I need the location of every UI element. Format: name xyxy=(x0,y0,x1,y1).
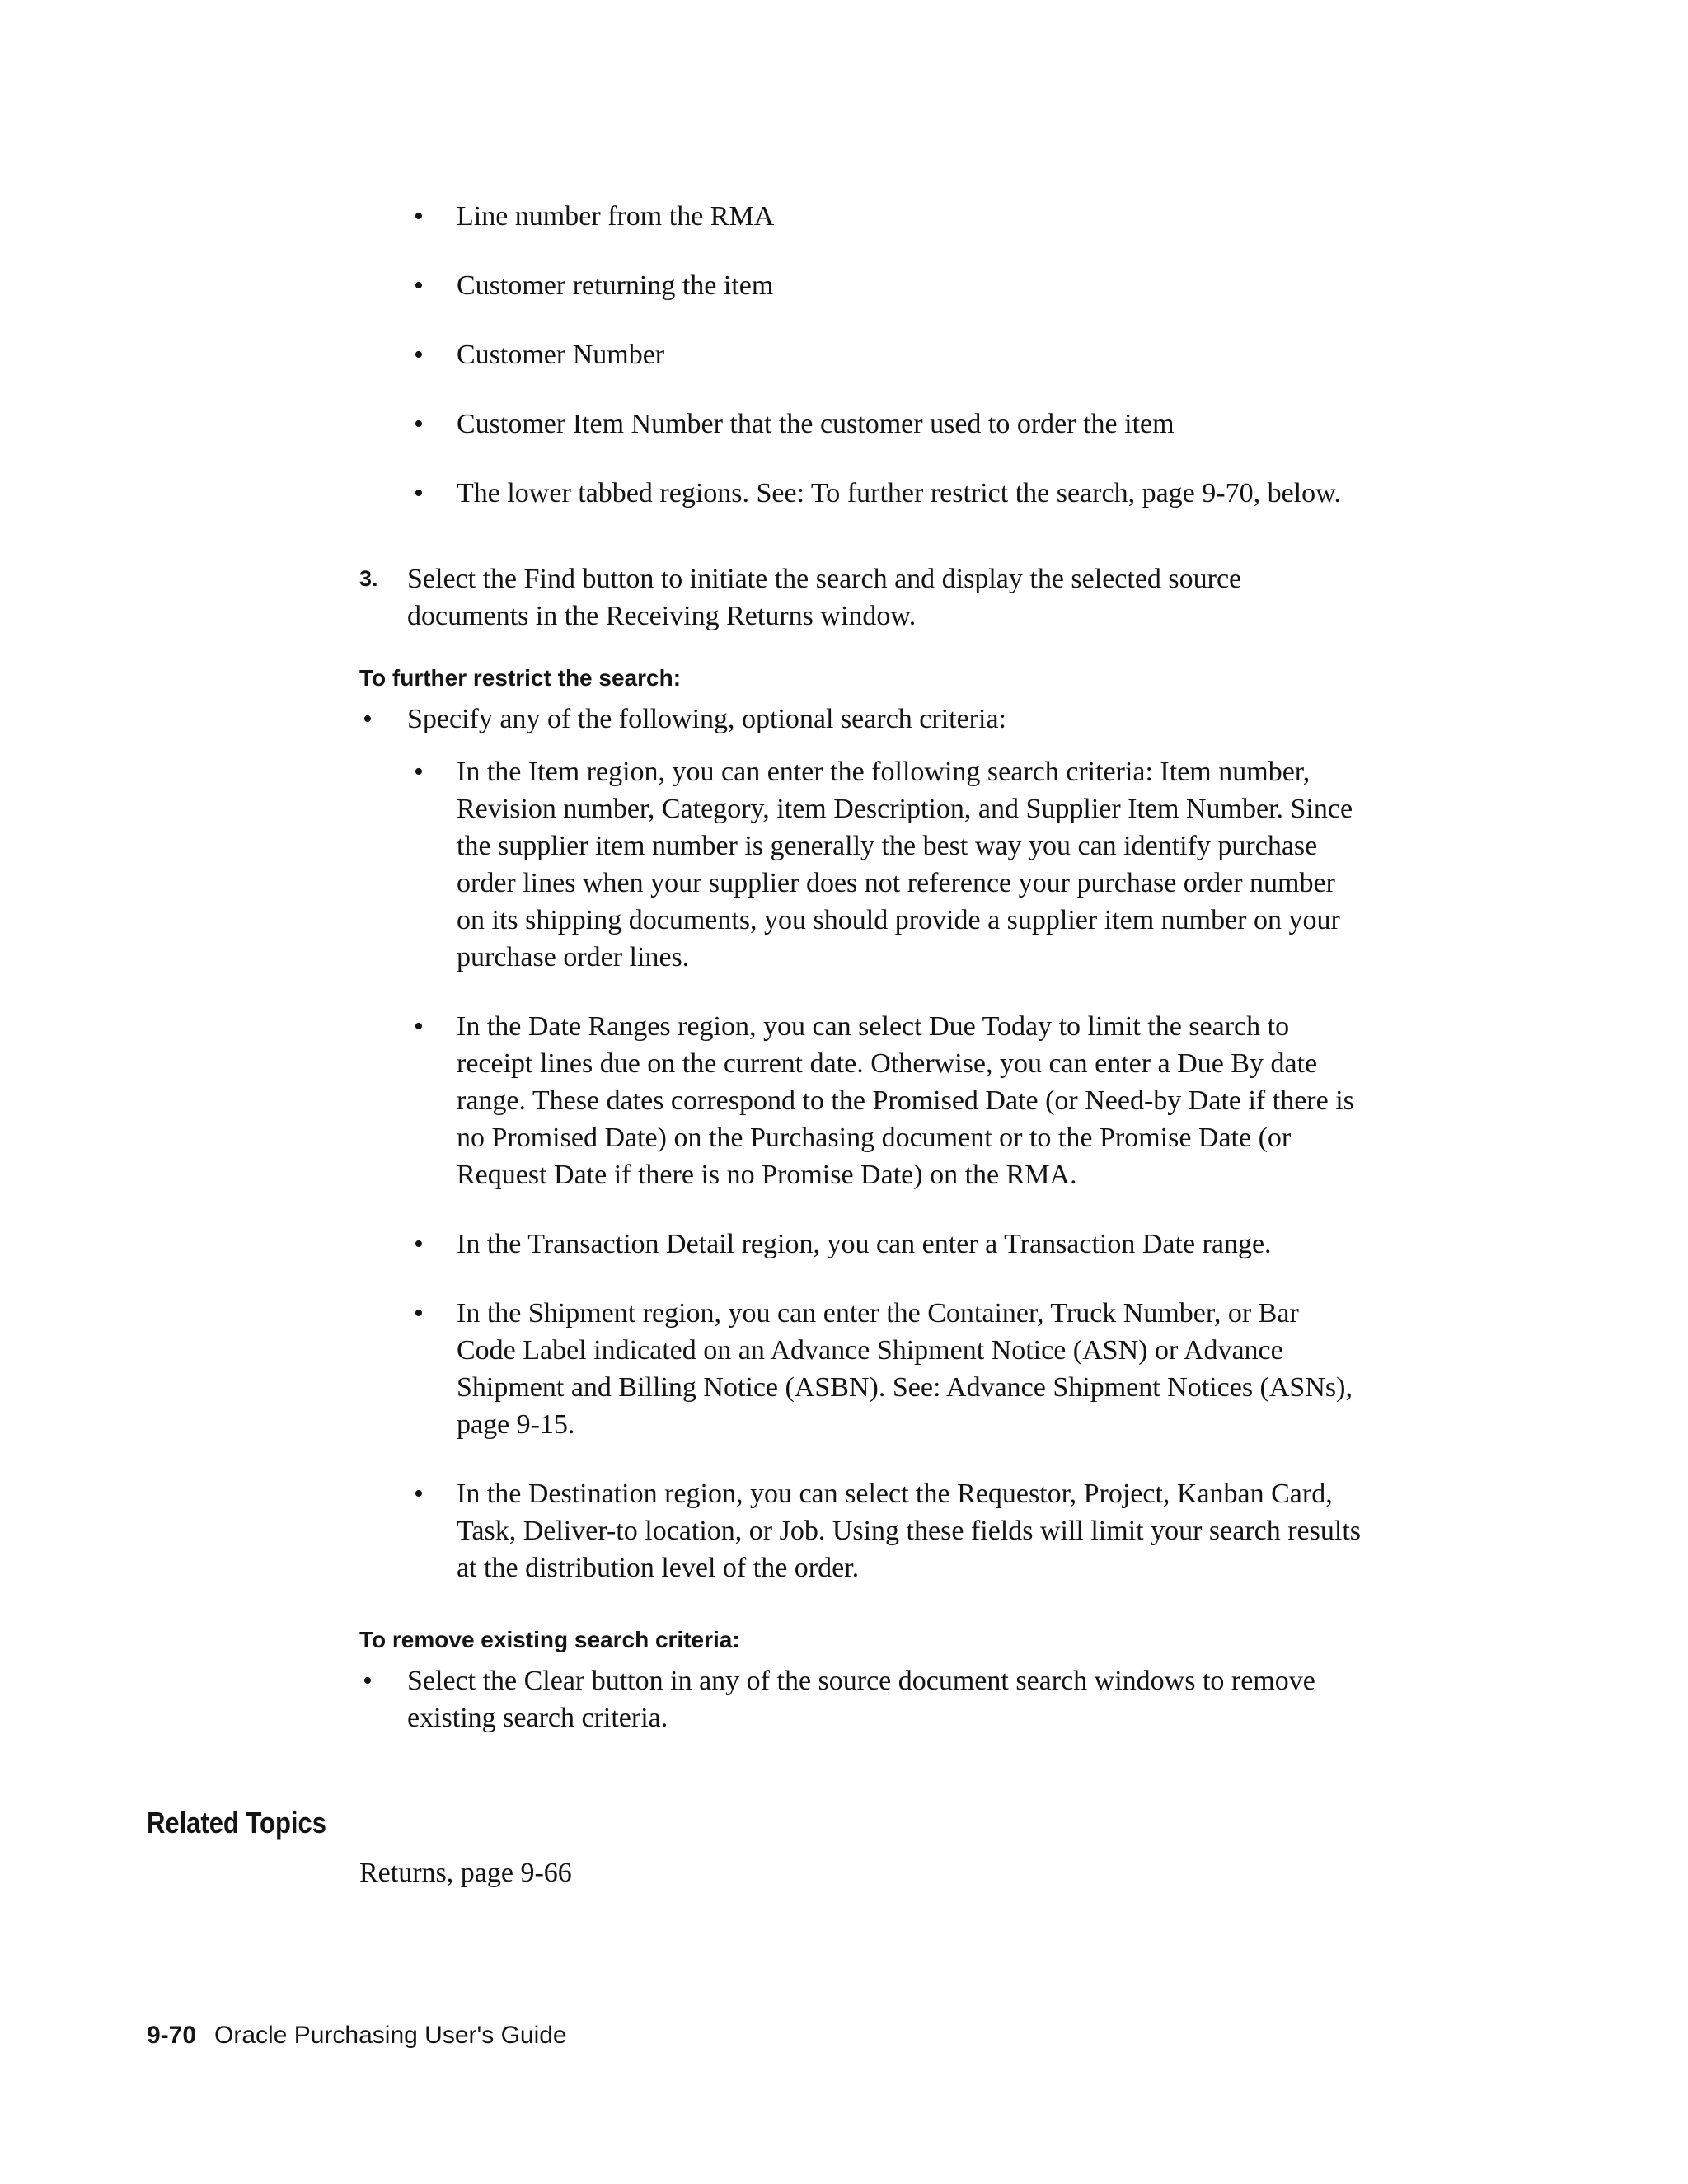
paragraph-line: on its shipping documents, you should provide a supplier item number on your xyxy=(457,905,1340,935)
step-text-line: documents in the Receiving Returns window. xyxy=(407,601,917,631)
paragraph-line: Code Label indicated on an Advance Shipment Notice (ASN) or Advance xyxy=(457,1335,1283,1366)
list-item: Customer returning the item xyxy=(457,270,774,301)
paragraph-line: In the Transaction Detail region, you can enter a Transaction Date range. xyxy=(457,1229,1272,1259)
bullet-glyph: • xyxy=(414,1298,424,1329)
bullet-glyph: • xyxy=(414,478,424,509)
remove-text-line: Select the Clear button in any of the source document search windows to remove xyxy=(407,1666,1315,1696)
footer-page-number: 9-70 xyxy=(147,2022,197,2049)
footer-book-title: Oracle Purchasing User's Guide xyxy=(214,2022,567,2049)
remove-text-line: existing search criteria. xyxy=(407,1703,668,1733)
list-item-link[interactable]: The lower tabbed regions. See: To further restrict the search, page 9-70, below. xyxy=(457,478,1341,509)
bullet-glyph: • xyxy=(363,1666,373,1696)
bullet-glyph: • xyxy=(414,201,424,232)
paragraph-line-link[interactable]: page 9-15. xyxy=(457,1409,575,1440)
list-item: Customer Item Number that the customer used to order the item xyxy=(457,409,1175,439)
page-footer xyxy=(147,2019,567,2052)
list-item: Line number from the RMA xyxy=(457,201,775,232)
bullet-glyph: • xyxy=(414,1479,424,1509)
paragraph-line: purchase order lines. xyxy=(457,942,690,972)
paragraph-line: no Promised Date) on the Purchasing document or to the Promise Date (or xyxy=(457,1122,1292,1153)
bullet-glyph: • xyxy=(414,1229,424,1259)
paragraph-line-link[interactable]: Shipment and Billing Notice (ASBN). See: Advance Shipment Notices (ASNs), xyxy=(457,1372,1353,1403)
paragraph-line: In the Destination region, you can select the Requestor, Project, Kanban Card, xyxy=(457,1479,1333,1509)
related-topics-heading: Related Topics xyxy=(147,1806,326,1840)
restrict-intro: Specify any of the following, optional search criteria: xyxy=(407,704,1006,734)
related-topic-link[interactable]: Returns, page 9-66 xyxy=(359,1858,572,1888)
bullet-glyph: • xyxy=(414,757,424,787)
paragraph-line: In the Item region, you can enter the following search criteria: Item number, xyxy=(457,757,1311,787)
bullet-glyph: • xyxy=(414,270,424,301)
step-text-line: Select the Find button to initiate the search and display the selected source xyxy=(407,564,1242,594)
paragraph-line: Task, Deliver-to location, or Job. Using these fields will limit your search results xyxy=(457,1516,1361,1546)
paragraph-line: order lines when your supplier does not reference your purchase order number xyxy=(457,868,1335,898)
restrict-heading: To further restrict the search: xyxy=(359,665,682,691)
paragraph-line: Revision number, Category, item Description, and Supplier Item Number. Since xyxy=(457,794,1353,824)
bullet-glyph: • xyxy=(414,1011,424,1042)
remove-heading: To remove existing search criteria: xyxy=(359,1627,740,1652)
list-item: Customer Number xyxy=(457,340,665,370)
paragraph-line: In the Date Ranges region, you can select Due Today to limit the search to xyxy=(457,1011,1290,1042)
paragraph-line: Request Date if there is no Promise Date) on the RMA. xyxy=(457,1160,1077,1190)
bullet-glyph: • xyxy=(414,340,424,370)
step-number: 3. xyxy=(359,566,378,591)
paragraph-line: In the Shipment region, you can enter the Container, Truck Number, or Bar xyxy=(457,1298,1299,1329)
paragraph-line: range. These dates correspond to the Promised Date (or Need-by Date if there is xyxy=(457,1085,1354,1116)
paragraph-line: receipt lines due on the current date. Otherwise, you can enter a Due By date xyxy=(457,1048,1318,1079)
paragraph-line: the supplier item number is generally the best way you can identify purchase xyxy=(457,831,1318,861)
bullet-glyph: • xyxy=(414,409,424,439)
paragraph-line: at the distribution level of the order. xyxy=(457,1553,860,1583)
bullet-glyph: • xyxy=(363,704,373,734)
